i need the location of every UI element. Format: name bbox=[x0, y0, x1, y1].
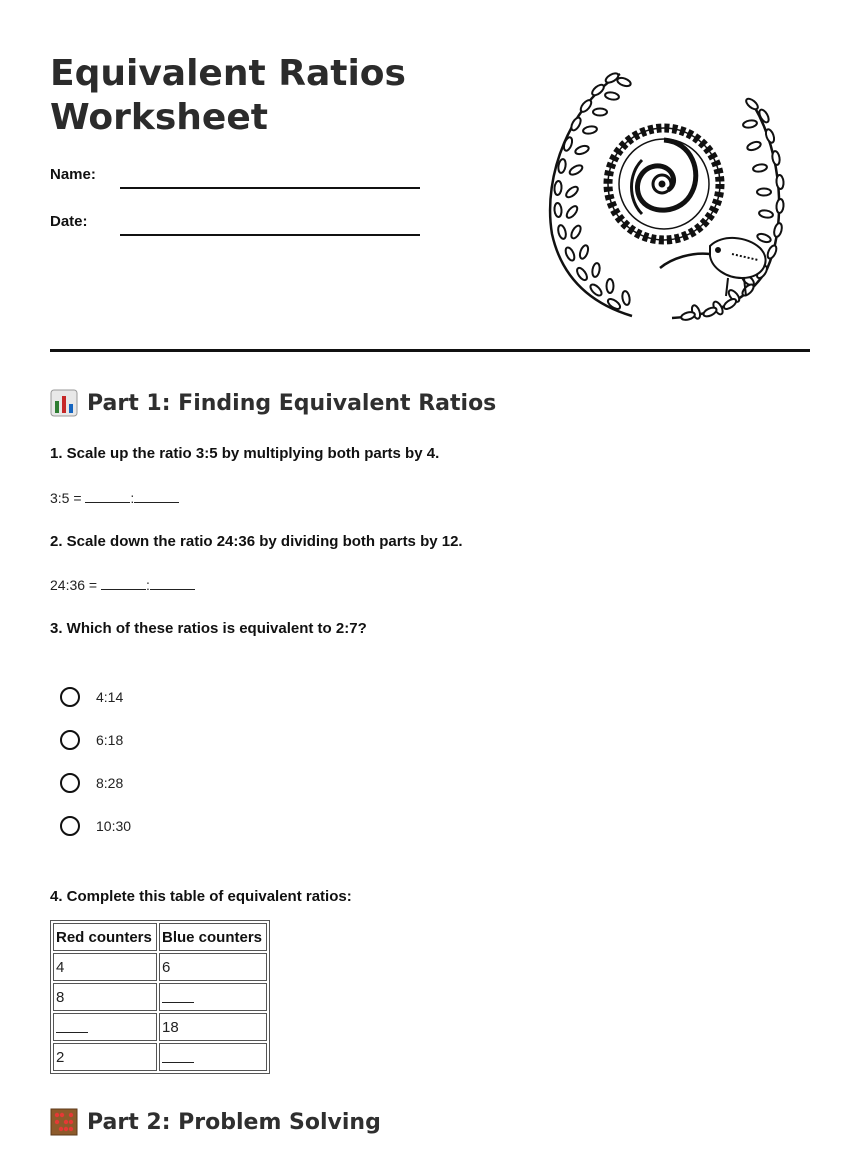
table-header-red: Red counters bbox=[53, 923, 157, 951]
laurel-leaf bbox=[565, 204, 579, 219]
laurel-leaf bbox=[616, 76, 632, 87]
laurel-leaf bbox=[607, 279, 614, 293]
table-row bbox=[53, 1013, 267, 1041]
table-row bbox=[53, 1043, 267, 1071]
name-label: Name: bbox=[50, 166, 96, 183]
option-b[interactable] bbox=[60, 727, 123, 753]
radio-button[interactable] bbox=[60, 816, 80, 836]
option-b-label: 6:18 bbox=[96, 732, 124, 748]
option-a-label: 4:14 bbox=[96, 689, 124, 705]
table-cell: 6 bbox=[159, 953, 267, 981]
laurel-leaf bbox=[606, 297, 621, 311]
table-row bbox=[53, 953, 267, 981]
question-1: 1. Scale up the ratio 3:5 by multiplying both parts by 4. bbox=[50, 445, 440, 462]
laurel-leaf bbox=[582, 125, 597, 134]
laurel-leaf bbox=[591, 262, 600, 277]
title-line-1: Equivalent Ratios bbox=[50, 53, 406, 94]
part2-heading bbox=[50, 1108, 381, 1136]
laurel-leaf bbox=[578, 244, 589, 260]
name-field[interactable] bbox=[120, 187, 420, 189]
laurel-leaf bbox=[575, 266, 589, 281]
table-cell: 2 bbox=[53, 1043, 157, 1071]
laurel-leaf bbox=[773, 222, 783, 237]
radio-button[interactable] bbox=[60, 687, 80, 707]
laurel-leaf bbox=[764, 128, 775, 144]
radio-button[interactable] bbox=[60, 730, 80, 750]
laurel-leaf bbox=[744, 97, 759, 111]
answer-2-prefix: 24:36 = bbox=[50, 577, 98, 593]
laurel-leaf bbox=[574, 144, 590, 155]
answer-1 bbox=[50, 488, 179, 506]
laurel-leaf bbox=[752, 163, 767, 172]
laurel-leaf bbox=[569, 224, 582, 240]
laurel-leaf bbox=[680, 311, 695, 321]
answer-blank[interactable] bbox=[56, 1017, 88, 1033]
laurel-leaf bbox=[568, 163, 584, 176]
answer-1-blank-b[interactable] bbox=[134, 488, 179, 503]
laurel-leaf bbox=[746, 140, 762, 151]
laurel-leaf bbox=[771, 150, 780, 165]
laurel-leaf bbox=[742, 119, 757, 128]
laurel-leaf bbox=[758, 209, 773, 218]
option-d-label: 10:30 bbox=[96, 818, 132, 834]
table-header-blue: Blue counters bbox=[159, 923, 267, 951]
laurel-leaf bbox=[722, 297, 737, 311]
laurel-leaf bbox=[621, 290, 630, 305]
answer-blank[interactable] bbox=[162, 1047, 194, 1063]
date-field[interactable] bbox=[120, 234, 420, 236]
part1-heading-text: Part 1: Finding Equivalent Ratios bbox=[87, 390, 497, 416]
table-cell-blank[interactable] bbox=[159, 1043, 267, 1071]
table-cell: 4 bbox=[53, 953, 157, 981]
worksheet-title bbox=[50, 52, 490, 140]
bar-chart-icon bbox=[50, 389, 78, 417]
header-divider bbox=[50, 349, 810, 352]
abacus-icon bbox=[50, 1108, 78, 1136]
laurel-leaf bbox=[766, 244, 778, 260]
answer-blank[interactable] bbox=[162, 987, 194, 1003]
table-cell-blank[interactable] bbox=[53, 1013, 157, 1041]
laurel-leaf bbox=[741, 283, 756, 298]
laurel-leaf bbox=[757, 189, 771, 196]
table-cell-blank[interactable] bbox=[159, 983, 267, 1011]
option-a[interactable] bbox=[60, 684, 123, 710]
laurel-leaf bbox=[757, 108, 770, 124]
question-2: 2. Scale down the ratio 24:36 by dividing both parts by 12. bbox=[50, 533, 463, 550]
table-row bbox=[53, 983, 267, 1011]
part1-heading bbox=[50, 389, 496, 417]
laurel-leaf bbox=[776, 175, 784, 190]
laurel-leaf bbox=[590, 83, 605, 97]
equivalent-ratio-table bbox=[50, 920, 270, 1074]
answer-1-sep: : bbox=[130, 490, 135, 506]
laurel-leaf bbox=[702, 306, 718, 318]
laurel-leaf bbox=[564, 246, 576, 262]
part2-heading-text: Part 2: Problem Solving bbox=[87, 1109, 381, 1135]
answer-2-blank-b[interactable] bbox=[150, 575, 195, 590]
radio-button[interactable] bbox=[60, 773, 80, 793]
laurel-leaf bbox=[564, 185, 579, 199]
laurel-leaf bbox=[593, 109, 607, 116]
option-c[interactable] bbox=[60, 770, 123, 796]
answer-1-blank-a[interactable] bbox=[85, 488, 130, 503]
table-cell: 8 bbox=[53, 983, 157, 1011]
table-cell: 18 bbox=[159, 1013, 267, 1041]
option-d[interactable] bbox=[60, 813, 131, 839]
laurel-leaf bbox=[604, 91, 619, 100]
laurel-leaf bbox=[554, 203, 562, 218]
answer-2 bbox=[50, 575, 195, 593]
date-label: Date: bbox=[50, 213, 88, 230]
answer-2-blank-a[interactable] bbox=[101, 575, 146, 590]
laurel-leaf bbox=[554, 181, 562, 196]
koru-laurel-kiwi-emblem-icon bbox=[532, 64, 812, 332]
laurel-leaf bbox=[756, 232, 772, 243]
laurel-leaf bbox=[579, 98, 593, 113]
option-c-label: 8:28 bbox=[96, 775, 124, 791]
laurel-leaf bbox=[776, 199, 784, 214]
title-line-2: Worksheet bbox=[50, 97, 268, 138]
laurel-leaf bbox=[557, 224, 567, 239]
laurel-leaf bbox=[569, 116, 582, 132]
question-3: 3. Which of these ratios is equivalent to 2:7? bbox=[50, 620, 367, 637]
answer-1-prefix: 3:5 = bbox=[50, 490, 82, 506]
laurel-leaf bbox=[562, 136, 573, 152]
answer-2-sep: : bbox=[146, 577, 150, 593]
question-4: 4. Complete this table of equivalent ratios: bbox=[50, 888, 352, 905]
